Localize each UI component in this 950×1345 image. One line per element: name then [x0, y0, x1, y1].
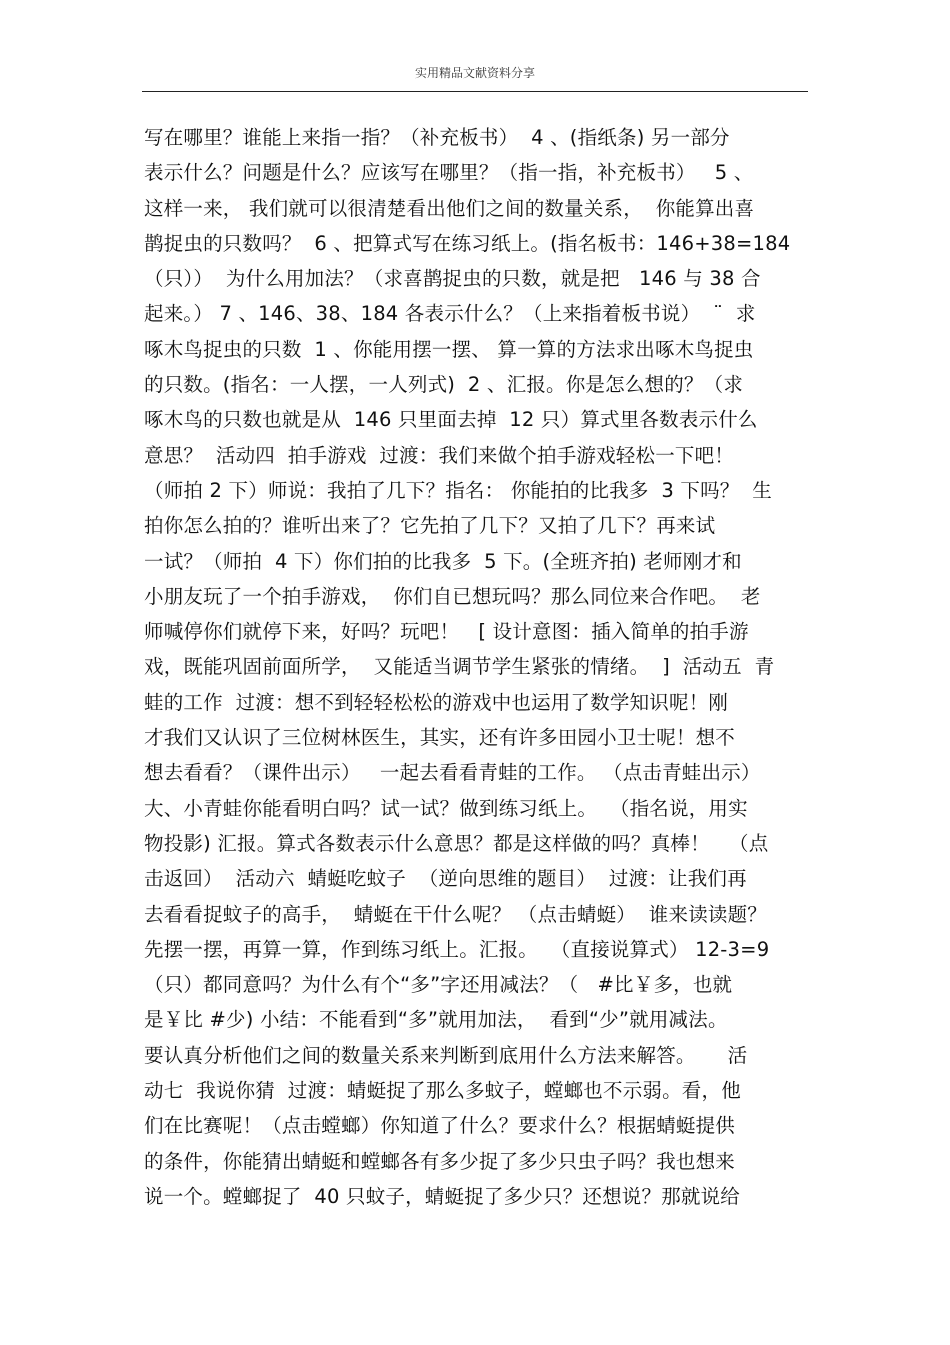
text-line: 说一个。螳螂捉了 40 只蚊子，蜻蜓捉了多少只？还想说？那就说给 [144, 1184, 741, 1208]
text-line: 一试？（师拍 4 下）你们拍的比我多 5 下。(全班齐拍) 老师刚才和 [144, 549, 742, 573]
text-line: 写在哪里？谁能上来指一指？（补充板书） 4 、(指纸条) 另一部分 [144, 126, 730, 149]
text-line: 们在比赛呢！（点击螳螂）你知道了什么？要求什么？根据蜻蜓提供 [144, 1114, 736, 1138]
text-line: 鹊捉虫的只数吗？ 6 、把算式写在练习纸上。(指名板书：146+38=184 [144, 231, 791, 255]
text-line: 的只数。(指名：一人摆，一人列式) 2 、汇报。你是怎么想的？（求 [144, 373, 744, 397]
text-line: 戏，既能巩固前面所学， 又能适当调节学生紧张的情绪。 ] 活动五 青 [144, 655, 775, 679]
text-line: 才我们又认识了三位树林医生，其实，还有许多田园小卫士呢！想不 [144, 726, 736, 750]
text-line: 是￥比 #少) 小结：不能看到“多”就用加法， 看到“少”就用减法。 [144, 1008, 728, 1032]
text-line: 要认真分析他们之间的数量关系来判断到底用什么方法来解答。 活 [144, 1043, 748, 1067]
text-line: 动七 我说你猜 过渡：蜻蜓捉了那么多蚊子，螳螂也不示弱。看，他 [144, 1079, 741, 1103]
text-line: 蛙的工作 过渡：想不到轻轻松松的游戏中也运用了数学知识呢！刚 [144, 690, 729, 714]
text-line: （只）都同意吗？为什么有个“多”字还用减法？（ #比￥多，也就 [144, 973, 733, 997]
text-line: 师喊停你们就停下来，好吗？玩吧！ [ 设计意图：插入简单的拍手游 [144, 620, 749, 644]
text-line: （只）） 为什么用加法？（求喜鹊捉虫的只数，就是把 146 与 38 合 [144, 267, 761, 291]
text-line: 去看看捉蚊子的高手， 蜻蜓在干什么呢？ （点击蜻蜓） 谁来读读题？ [144, 902, 767, 926]
page-header-title: 实用精品文献资料分享 [414, 66, 535, 80]
text-line: 大、小青蛙你能看明白吗？试一试？做到练习纸上。 （指名说，用实 [144, 796, 748, 820]
text-line: 啄木鸟的只数也就是从 146 只里面去掉 12 只）算式里各数表示什么 [144, 408, 758, 432]
text-line: 啄木鸟捉虫的只数 1 、你能用摆一摆、 算一算的方法求出啄木鸟捉虫 [144, 337, 754, 361]
text-line: 的条件，你能猜出蜻蜓和螳螂各有多少捉了多少只虫子吗？我也想来 [144, 1149, 736, 1173]
text-line: 物投影) 汇报。算式各数表示什么意思？都是这样做的吗？真棒！ （点 [144, 831, 769, 855]
text-line: 这样一来， 我们就可以很清楚看出他们之间的数量关系， 你能算出喜 [144, 196, 755, 220]
text-line: 小朋友玩了一个拍手游戏， 你们自已想玩吗？那么同位来合作吧。 老 [144, 584, 761, 608]
text-line: 击返回） 活动六 蜻蜓吃蚊子 （逆向思维的题目） 过渡：让我们再 [144, 867, 747, 891]
text-line: 想去看看？（课件出示） 一起去看看青蛙的工作。 （点击青蛙出示） [144, 761, 761, 785]
text-line: 表示什么？问题是什么？应该写在哪里？（指一指，补充板书） 5 、 [144, 161, 754, 185]
text-line: 先摆一摆，再算一算，作到练习纸上。汇报。 （直接说算式） 12-3=9 [144, 937, 770, 961]
header-divider [142, 91, 808, 92]
text-line: 拍你怎么拍的？谁听出来了？它先拍了几下？又拍了几下？再来试 [144, 514, 716, 538]
text-line: 意思？ 活动四 拍手游戏 过渡：我们来做个拍手游戏轻松一下吧！ [144, 443, 734, 467]
text-line: 起来。） 7 、146、38、184 各表示什么？（上来指着板书说） ¨ 求 [144, 302, 756, 326]
text-line: （师拍 2 下）师说：我拍了几下？指名： 你能拍的比我多 3 下吗？ 生 [144, 478, 773, 502]
document-body [144, 120, 824, 1214]
